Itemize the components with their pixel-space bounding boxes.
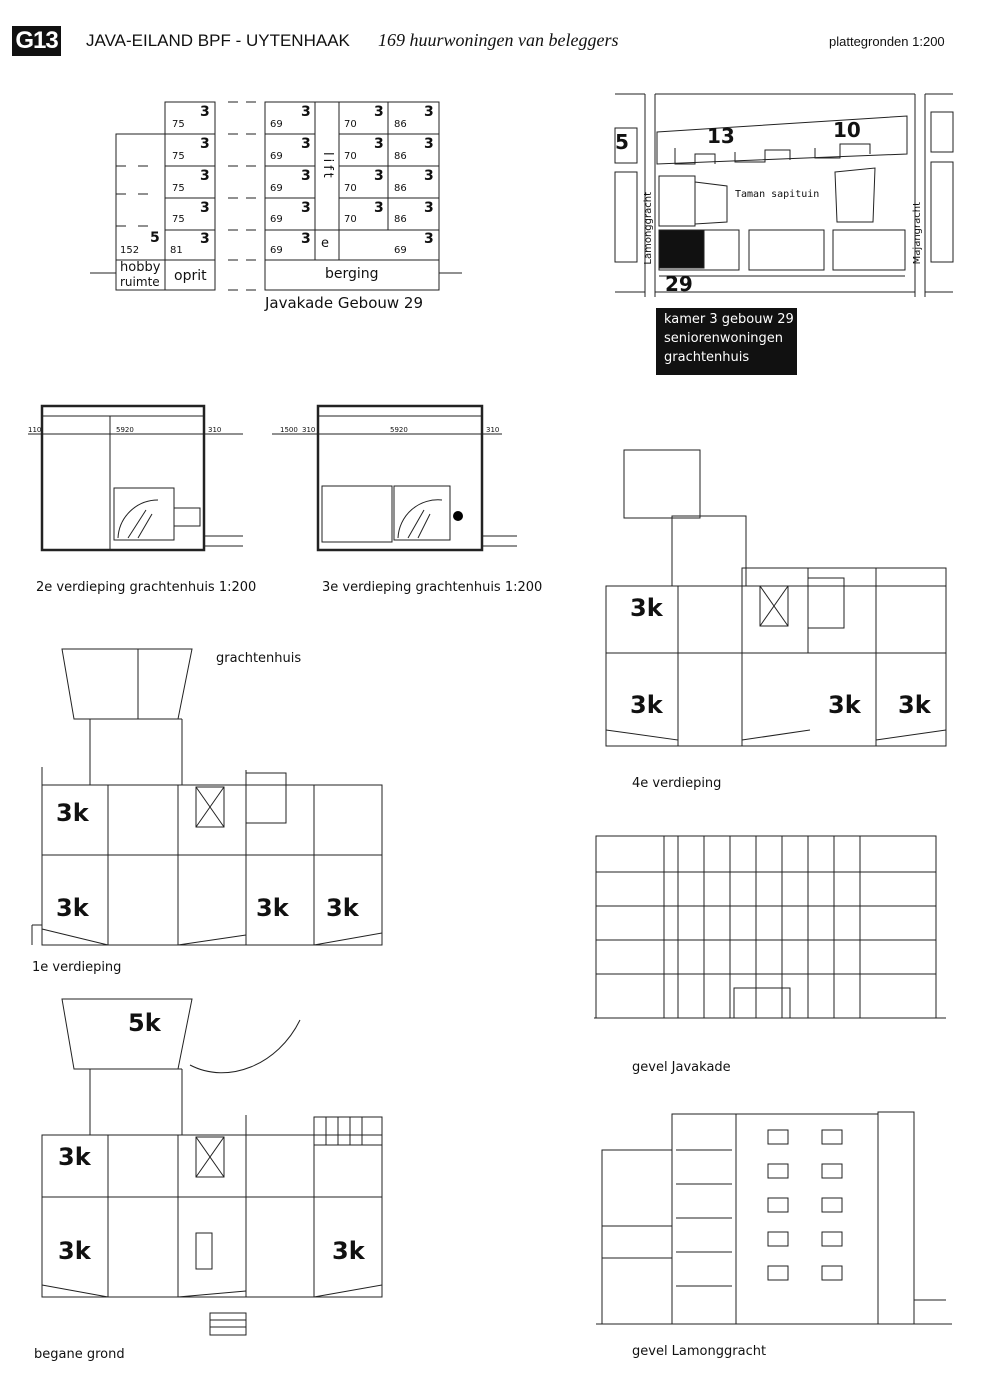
berging-label: berging bbox=[325, 266, 379, 282]
dim-label: 310 bbox=[302, 426, 316, 434]
dim-label: 310 bbox=[208, 426, 222, 434]
dim-label: 310 bbox=[486, 426, 500, 434]
site-map-labels bbox=[615, 92, 955, 302]
unit-type-label: 3k bbox=[898, 691, 931, 719]
unit-area: 86 bbox=[394, 151, 407, 162]
room-count: 3 bbox=[301, 136, 311, 152]
unit-type-label: 3k bbox=[332, 1237, 365, 1265]
unit-type-label: 3k bbox=[58, 1143, 91, 1171]
unit-area: 152 bbox=[120, 245, 140, 256]
unit-area: 69 bbox=[270, 119, 283, 130]
project-title: JAVA-EILAND BPF - UYTENHAAK bbox=[86, 31, 350, 50]
unit-type-label: 3k bbox=[58, 1237, 91, 1265]
room-count: 3 bbox=[301, 200, 311, 216]
caption-gevel-lamonggracht: gevel Lamonggracht bbox=[632, 1344, 767, 1359]
elevation-lamonggracht bbox=[596, 1110, 956, 1330]
unit-type-label: 3k bbox=[630, 594, 663, 622]
unit-area: 70 bbox=[344, 119, 357, 130]
project-subtitle: 169 huurwoningen van beleggers bbox=[378, 30, 619, 50]
room-count: 3 bbox=[301, 168, 311, 184]
room-count: 3 bbox=[200, 168, 210, 184]
room-count: 3 bbox=[301, 231, 311, 247]
floor-plan-ground-labels bbox=[28, 995, 388, 1340]
unit-type-label: 3k bbox=[56, 894, 89, 922]
room-count: 3 bbox=[301, 104, 311, 120]
unit-area: 75 bbox=[172, 214, 185, 225]
floor-plan-1-labels bbox=[28, 645, 388, 955]
unit-area: 70 bbox=[344, 151, 357, 162]
unit-type-label: 3k bbox=[828, 691, 861, 719]
caption-floor4: 4e verdieping bbox=[632, 776, 722, 791]
unit-area: 75 bbox=[172, 183, 185, 194]
dim-label: 5920 bbox=[116, 426, 134, 434]
room-count: 3 bbox=[424, 136, 434, 152]
room-count: 5 bbox=[150, 230, 160, 246]
street-label: Lamonggracht bbox=[643, 192, 654, 265]
schematic-labels bbox=[88, 100, 468, 300]
caption-begane-grond: begane grond bbox=[34, 1347, 125, 1362]
unit-type-label: 3k bbox=[630, 691, 663, 719]
room-count: 3 bbox=[424, 104, 434, 120]
unit-area: 81 bbox=[170, 245, 183, 256]
block-number: 29 bbox=[665, 272, 693, 296]
floor-plan-3-dims bbox=[272, 400, 522, 560]
section-badge: G13 bbox=[12, 26, 61, 56]
unit-type-label: 3k bbox=[56, 799, 89, 827]
unit-area: 69 bbox=[270, 214, 283, 225]
oprit-label: oprit bbox=[174, 268, 207, 284]
unit-type-label: 3k bbox=[326, 894, 359, 922]
unit-area: 86 bbox=[394, 214, 407, 225]
room-count: 3 bbox=[374, 104, 384, 120]
schematic-caption: Javakade Gebouw 29 bbox=[265, 294, 423, 312]
room-count: 3 bbox=[374, 168, 384, 184]
room-count: 3 bbox=[374, 136, 384, 152]
block-number: 13 bbox=[707, 124, 735, 148]
elevation-javakade bbox=[594, 832, 949, 1032]
floor-plan-4-labels bbox=[600, 448, 950, 753]
block-number: 10 bbox=[833, 118, 861, 142]
street-label: Majangracht bbox=[912, 202, 923, 265]
dim-label: 5920 bbox=[390, 426, 408, 434]
dim-label: 1500 bbox=[280, 426, 298, 434]
unit-area: 69 bbox=[270, 183, 283, 194]
room-count: 3 bbox=[200, 200, 210, 216]
unit-area: 75 bbox=[172, 151, 185, 162]
unit-area: 70 bbox=[344, 183, 357, 194]
e-label: e bbox=[321, 236, 329, 251]
room-count: 3 bbox=[200, 231, 210, 247]
block-number: 5 bbox=[615, 130, 629, 154]
caption-gevel-javakade: gevel Javakade bbox=[632, 1060, 731, 1075]
info-box bbox=[656, 308, 797, 375]
caption-floor3: 3e verdieping grachtenhuis 1:200 bbox=[322, 580, 543, 595]
hobby-label: hobby bbox=[120, 260, 161, 275]
unit-area: 70 bbox=[344, 214, 357, 225]
info-line: kamer 3 gebouw 29 bbox=[664, 312, 794, 327]
unit-area: 86 bbox=[394, 119, 407, 130]
unit-area: 69 bbox=[270, 245, 283, 256]
floor-plan-2-dims bbox=[28, 400, 253, 560]
scale-label: plattegronden 1:200 bbox=[829, 34, 945, 49]
caption-floor1: 1e verdieping bbox=[32, 960, 122, 975]
room-count: 3 bbox=[424, 200, 434, 216]
room-count: 3 bbox=[424, 231, 434, 247]
unit-area: 69 bbox=[270, 151, 283, 162]
room-count: 3 bbox=[374, 200, 384, 216]
room-count: 3 bbox=[200, 104, 210, 120]
info-line: seniorenwoningen bbox=[664, 331, 784, 346]
lift-label: lift bbox=[320, 152, 335, 181]
ruimte-label: ruimte bbox=[120, 275, 160, 289]
garden-label: Taman sapituin bbox=[735, 189, 820, 200]
room-count: 3 bbox=[424, 168, 434, 184]
unit-area: 75 bbox=[172, 119, 185, 130]
caption-grachtenhuis: grachtenhuis bbox=[216, 651, 302, 666]
caption-floor2: 2e verdieping grachtenhuis 1:200 bbox=[36, 580, 257, 595]
room-count: 3 bbox=[200, 136, 210, 152]
unit-area: 86 bbox=[394, 183, 407, 194]
unit-type-label: 3k bbox=[256, 894, 289, 922]
info-line: grachtenhuis bbox=[664, 350, 750, 365]
dim-label: 110 bbox=[28, 426, 42, 434]
unit-type-label: 5k bbox=[128, 1009, 161, 1037]
unit-area: 69 bbox=[394, 245, 407, 256]
